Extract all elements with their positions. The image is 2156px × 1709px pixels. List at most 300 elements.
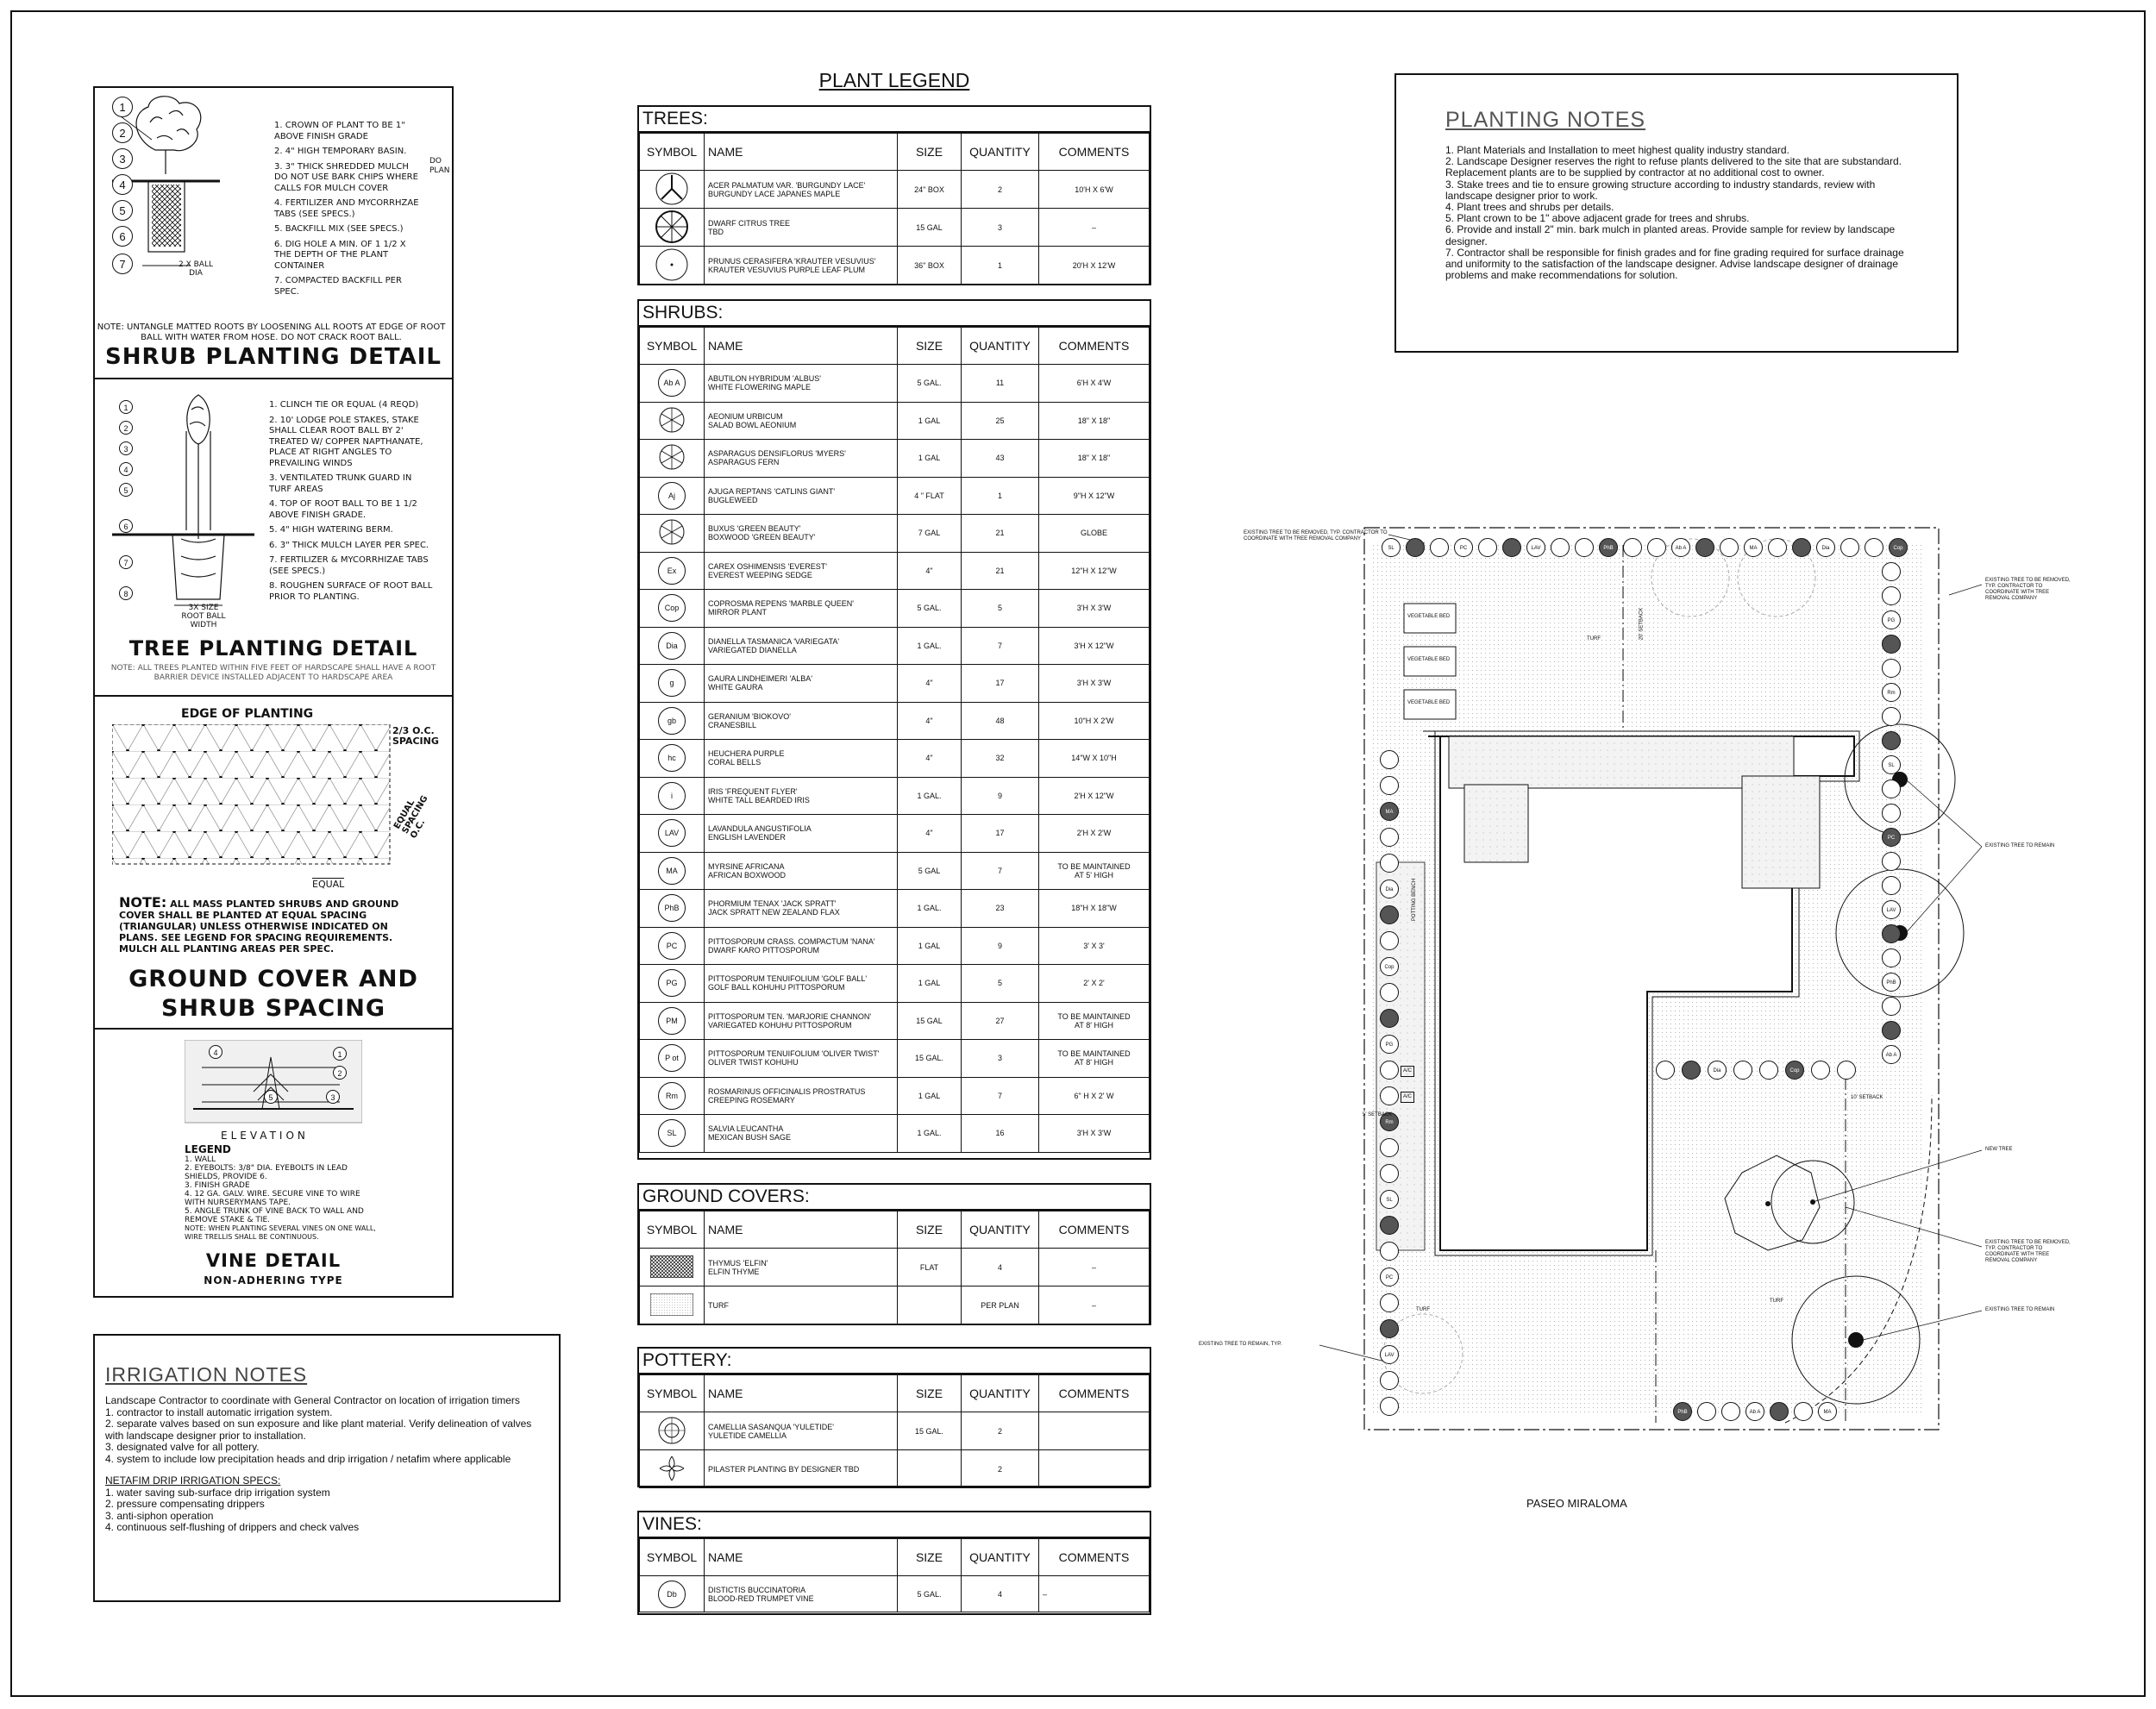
size-cell: 1 GAL <box>898 440 962 478</box>
col-size: SIZE <box>898 1211 962 1249</box>
col-comments: COMMENTS <box>1039 328 1150 365</box>
plan-shrub-symbol <box>1380 931 1399 950</box>
name-line2: ASPARAGUS FERN <box>708 458 780 467</box>
qty-cell: 1 <box>962 247 1039 285</box>
size-cell <box>898 1286 962 1324</box>
tree-detail-title: TREE PLANTING DETAIL <box>128 636 418 660</box>
name-cell <box>705 740 898 778</box>
plan-shrub-symbol <box>1882 852 1901 871</box>
planting-note: 2. Landscape Designer reserves the right to refuse plants delivered to the site that are substandard. Replacement plants are to be supplied by contractor at no additional cost to owner. <box>1445 155 1902 179</box>
qty-cell: 27 <box>962 1002 1039 1040</box>
name-line2: BLOOD-RED TRUMPET VINE <box>708 1593 814 1603</box>
comments-line1: TO BE MAINTAINED <box>1057 1049 1131 1059</box>
table-row <box>640 777 1150 815</box>
col-symbol: SYMBOL <box>640 1211 705 1249</box>
callout-number: 3 <box>112 148 133 169</box>
symbol-cell <box>640 515 705 553</box>
qty-cell: 2 <box>962 171 1039 209</box>
name-cell <box>705 890 898 928</box>
name-cell <box>705 552 898 590</box>
callout-number: 8 <box>119 586 133 600</box>
plan-shrub-symbol <box>1478 538 1497 557</box>
plan-shrub-symbol: MA <box>1380 802 1399 821</box>
irrigation-intro: Landscape Contractor to coordinate with General Contractor on location of irrigation timers <box>105 1394 520 1406</box>
plan-shrub-symbol <box>1380 1319 1399 1338</box>
vine-legend-item: 5. ANGLE TRUNK OF VINE BACK TO WALL AND REMOVE STAKE & TIE. <box>185 1207 364 1224</box>
col-quantity: QUANTITY <box>962 134 1039 171</box>
name-cell: PILASTER PLANTING BY DESIGNER TBD <box>705 1450 898 1488</box>
col-size: SIZE <box>898 1375 962 1412</box>
col-name: NAME <box>705 134 898 171</box>
name-line2: JACK SPRATT NEW ZEALAND FLAX <box>708 908 840 917</box>
table-row <box>640 965 1150 1003</box>
vine-detail-title: VINE DETAIL <box>205 1250 342 1271</box>
size-cell: 1 GAL. <box>898 890 962 928</box>
shrub-note: 7. COMPACTED BACKFILL PER SPEC. <box>274 276 402 297</box>
netafim-item: 2. pressure compensating drippers <box>105 1498 265 1510</box>
table-row <box>640 590 1150 628</box>
name-line1: PHORMIUM TENAX 'JACK SPRATT' <box>708 899 837 909</box>
irrigation-body <box>105 1395 548 1534</box>
note-head: NOTE: <box>119 894 167 911</box>
name-line2: VARIEGATED KOHUHU PITTOSPORUM <box>708 1020 852 1030</box>
name-line1: PRUNUS CERASIFERA 'KRAUTER VESUVIUS' <box>708 256 876 266</box>
label-veg-bed-1: VEGETABLE BED <box>1407 614 1451 619</box>
name-line1: ASPARAGUS DENSIFLORUS 'MYERS' <box>708 449 846 459</box>
qty-cell: 7 <box>962 852 1039 890</box>
table-header <box>640 328 1150 365</box>
callout-number: 5 <box>264 1090 278 1104</box>
name-line1: AJUGA REPTANS 'CATLINS GIANT' <box>708 486 836 496</box>
name-cell <box>705 1115 898 1153</box>
site-plan <box>1190 491 2104 1526</box>
label-turf-left: TURF <box>1416 1307 1430 1312</box>
comments-cell: 2' X 2' <box>1039 965 1150 1003</box>
size-cell: 1 GAL. <box>898 627 962 665</box>
table-row <box>640 552 1150 590</box>
col-quantity: QUANTITY <box>962 328 1039 365</box>
comments-cell: 6" H X 2' W <box>1039 1077 1150 1115</box>
size-cell: 4" <box>898 740 962 778</box>
plan-shrub-symbol <box>1406 538 1425 557</box>
plan-shrub-symbol <box>1882 948 1901 967</box>
qty-cell: 5 <box>962 590 1039 628</box>
comments-cell: 10'H X 6'W <box>1039 171 1150 209</box>
vine-legend-item: 3. FINISH GRADE <box>185 1181 250 1190</box>
name-line1: ACER PALMATUM VAR. 'BURGUNDY LACE' <box>708 180 866 190</box>
name-line1: CAREX OSHIMENSIS 'EVEREST' <box>708 561 827 571</box>
shrub-dim-label: 2 X BALL DIA <box>179 260 213 278</box>
comments-cell: 3' X 3' <box>1039 927 1150 965</box>
qty-cell: 2 <box>962 1412 1039 1450</box>
name-line1: DWARF CITRUS TREE <box>708 218 791 228</box>
name-cell <box>705 365 898 403</box>
name-line1: IRIS 'FREQUENT FLYER' <box>708 786 798 796</box>
qty-cell: 4 <box>962 1576 1039 1612</box>
callout-number: 6 <box>119 519 133 533</box>
name-cell <box>705 965 898 1003</box>
name-line2: EVEREST WEEPING SEDGE <box>708 570 812 579</box>
netafim-item: 1. water saving sub-surface drip irrigation system <box>105 1486 330 1499</box>
plan-shrub-symbol <box>1840 538 1859 557</box>
size-cell: 15 GAL. <box>898 1412 962 1450</box>
col-symbol: SYMBOL <box>640 134 705 171</box>
plant-symbol: PhB <box>658 894 686 922</box>
plan-shrub-symbol: PG <box>1882 610 1901 629</box>
comments-cell: 3'H X 3'W <box>1039 1115 1150 1153</box>
plant-symbol-icon <box>658 443 686 471</box>
name-cell <box>705 515 898 553</box>
table-row <box>640 1249 1150 1286</box>
name-line1: DISTICTIS BUCCINATORIA <box>708 1585 806 1594</box>
symbol-cell <box>640 171 705 209</box>
shrub-side-note: DO PLAN <box>429 157 450 175</box>
name-line2: BOXWOOD 'GREEN BEAUTY' <box>708 533 816 542</box>
plan-shrub-symbol <box>1882 635 1901 654</box>
netafim-item: 4. continuous self-flushing of drippers and check valves <box>105 1521 360 1533</box>
label-tree-removed-top: EXISTING TREE TO BE REMOVED, TYP. CONTRACTOR TO COORDINATE WITH TREE REMOVAL COMPANY <box>1244 530 1388 541</box>
vine-legend-title: LEGEND <box>185 1143 231 1155</box>
planting-note: 5. Plant crown to be 1" above adjacent grade for trees and shrubs. <box>1445 212 1750 225</box>
table-header <box>640 1539 1150 1576</box>
comments-line2: AT 8' HIGH <box>1075 1020 1113 1030</box>
plan-shrub-symbol <box>1647 538 1666 557</box>
plan-shrub-symbol: LAV <box>1380 1345 1399 1364</box>
pottery-label: POTTERY: <box>639 1349 1150 1374</box>
plan-shrub-symbol <box>1811 1061 1830 1080</box>
symbol-cell <box>640 247 705 285</box>
name-line2: YULETIDE CAMELLIA <box>708 1430 787 1440</box>
comments-cell: 10"H X 2'W <box>1039 702 1150 740</box>
plan-shrub-symbol <box>1551 538 1570 557</box>
plan-shrub-symbol <box>1770 1402 1789 1421</box>
equal-spacing-label: EQUAL SPACING O.C. <box>392 794 430 841</box>
col-quantity: QUANTITY <box>962 1539 1039 1576</box>
table-row <box>640 627 1150 665</box>
planting-note: 3. Stake trees and tie to ensure growing structure according to industry standards, review with landscape designer prior to work. <box>1445 178 1876 202</box>
plan-shrub-symbol <box>1430 538 1449 557</box>
comments-cell: – <box>1039 1286 1150 1324</box>
plan-shrub-symbol: Cop <box>1785 1061 1804 1080</box>
symbol-cell <box>640 1450 705 1488</box>
plan-shrub-symbol <box>1759 1061 1778 1080</box>
plan-shrub-symbol: Cop <box>1380 957 1399 976</box>
pottery-grid <box>639 1374 1150 1488</box>
label-tree-remain-typ: EXISTING TREE TO REMAIN, TYP. <box>1199 1342 1282 1347</box>
size-cell: 1 GAL. <box>898 1115 962 1153</box>
name-line2: BUGLEWEED <box>708 495 758 504</box>
plant-symbol: SL <box>658 1119 686 1147</box>
plant-symbol: LAV <box>658 819 686 847</box>
shrub-note: 1. CROWN OF PLANT TO BE 1" ABOVE FINISH GRADE <box>274 121 405 141</box>
col-comments: COMMENTS <box>1039 1539 1150 1576</box>
label-setback-20: 20' SETBACK <box>1639 607 1645 641</box>
vine-legend-list <box>185 1155 383 1224</box>
plan-shrub-symbol <box>1882 586 1901 605</box>
irrigation-item: 1. contractor to install automatic irrigation system. <box>105 1405 333 1418</box>
symbol-cell <box>640 627 705 665</box>
tree-detail-note: NOTE: ALL TREES PLANTED WITHIN FIVE FEET OF HARDSCAPE SHALL HAVE A ROOT BARRIER DEVICE INSTALLED ADJACENT TO HARDSCAPE AREA <box>110 664 436 682</box>
size-cell: 15 GAL <box>898 1002 962 1040</box>
label-turf-top: TURF <box>1587 636 1601 642</box>
size-cell <box>898 1450 962 1488</box>
plan-shrub-symbol <box>1380 828 1399 847</box>
table-row <box>640 1286 1150 1324</box>
plan-shrub-symbol <box>1380 1242 1399 1261</box>
thyme-symbol-cell <box>640 1249 705 1286</box>
table-row <box>640 1077 1150 1115</box>
vine-detail-subtitle: NON-ADHERING TYPE <box>204 1274 343 1286</box>
name-line1: THYMUS 'ELFIN' <box>708 1258 768 1268</box>
name-line1: DIANELLA TASMANICA 'VARIEGATA' <box>708 636 840 646</box>
comments-cell: 20'H X 12'W <box>1039 247 1150 285</box>
planting-note: 6. Provide and install 2" min. bark mulch in planted areas. Provide sample for review by landscape designer. <box>1445 223 1896 247</box>
planting-note: 4. Plant trees and shrubs per details. <box>1445 201 1614 214</box>
name-line1: PITTOSPORUM TENUIFOLIUM 'GOLF BALL' <box>708 974 868 984</box>
plan-shrub-symbol <box>1882 997 1901 1016</box>
callout-number: 2 <box>112 122 133 143</box>
size-cell: FLAT <box>898 1249 962 1286</box>
symbol-cell <box>640 927 705 965</box>
label-tree-remain-2: EXISTING TREE TO REMAIN <box>1985 1307 2055 1312</box>
trees-label: TREES: <box>639 107 1150 133</box>
size-cell: 1 GAL <box>898 402 962 440</box>
symbol-cell <box>640 1576 705 1612</box>
symbol-cell <box>640 590 705 628</box>
symbol-cell <box>640 777 705 815</box>
size-cell: 1 GAL <box>898 927 962 965</box>
planting-notes-list <box>1445 145 1914 281</box>
irrigation-item: 3. designated valve for all pottery. <box>105 1441 260 1453</box>
comments-cell: 9"H X 12"W <box>1039 477 1150 515</box>
tree-note: 8. ROUGHEN SURFACE OF ROOT BALL PRIOR TO PLANTING. <box>269 581 433 602</box>
plan-shrub-symbol <box>1882 779 1901 798</box>
name-line1: ROSMARINUS OFFICINALIS PROSTRATUS <box>708 1086 866 1096</box>
qty-cell: 17 <box>962 815 1039 853</box>
qty-cell: 21 <box>962 515 1039 553</box>
name-cell <box>705 627 898 665</box>
col-quantity: QUANTITY <box>962 1211 1039 1249</box>
plan-shrub-symbol: MA <box>1818 1402 1837 1421</box>
comments-cell: – <box>1039 209 1150 247</box>
vines-grid <box>639 1538 1150 1612</box>
col-size: SIZE <box>898 328 962 365</box>
col-symbol: SYMBOL <box>640 328 705 365</box>
irrigation-notes <box>93 1334 561 1602</box>
name-line1: AEONIUM URBICUM <box>708 411 783 421</box>
planting-notes-title: PLANTING NOTES <box>1445 108 1646 132</box>
ground-cover-detail <box>95 697 452 1030</box>
name-cell <box>705 1576 898 1612</box>
plant-symbol: PM <box>658 1007 686 1035</box>
name-line2: TBD <box>708 227 724 236</box>
plan-shrub-symbol <box>1882 659 1901 678</box>
size-cell: 4 " FLAT <box>898 477 962 515</box>
col-size: SIZE <box>898 134 962 171</box>
plum-symbol-icon <box>655 247 689 282</box>
shrubs-label: SHRUBS: <box>639 301 1150 327</box>
plan-shrub-symbol <box>1380 1164 1399 1183</box>
plan-shrub-symbol <box>1502 538 1521 557</box>
shrub-note: 2. 4" HIGH TEMPORARY BASIN. <box>274 147 407 156</box>
qty-cell: 2 <box>962 1450 1039 1488</box>
table-row <box>640 890 1150 928</box>
table-row <box>640 247 1150 285</box>
pilaster-symbol-icon <box>657 1454 686 1483</box>
label-tree-remain-1: EXISTING TREE TO REMAIN <box>1985 843 2055 848</box>
label-ac-1: A/C <box>1401 1066 1414 1077</box>
callout-number: 4 <box>119 462 133 476</box>
netafim-item: 3. anti-siphon operation <box>105 1509 214 1522</box>
turf-swatch <box>650 1293 693 1316</box>
planting-notes <box>1395 73 1959 353</box>
plan-shrub-symbol: Dia <box>1380 880 1399 898</box>
size-cell: 1 GAL. <box>898 777 962 815</box>
callout-number: 7 <box>119 555 133 569</box>
size-cell: 4" <box>898 552 962 590</box>
plan-shrub-symbol: Rm <box>1882 683 1901 702</box>
size-cell: 7 GAL <box>898 515 962 553</box>
plant-symbol: Aj <box>658 482 686 510</box>
callout-number: 5 <box>112 200 133 221</box>
tree-note: 3. VENTILATED TRUNK GUARD IN TURF AREAS <box>269 473 412 494</box>
comments-cell <box>1039 852 1150 890</box>
comments-cell <box>1039 1412 1150 1450</box>
name-line2: DWARF KARO PITTOSPORUM <box>708 945 820 955</box>
callout-number: 2 <box>119 421 133 435</box>
size-cell: 5 GAL. <box>898 365 962 403</box>
plan-shrub-symbol <box>1733 1061 1752 1080</box>
name-line1: PITTOSPORUM TEN. 'MARJORIE CHANNON' <box>708 1011 872 1021</box>
vines-label: VINES: <box>639 1512 1150 1538</box>
tree-note: 1. CLINCH TIE OR EQUAL (4 REQD) <box>269 400 419 410</box>
plant-symbol: i <box>658 782 686 810</box>
name-cell <box>705 209 898 247</box>
site-plan-drawing <box>1190 491 2104 1526</box>
qty-cell: 1 <box>962 477 1039 515</box>
qty-cell: 17 <box>962 665 1039 703</box>
name-line2: OLIVER TWIST KOHUHU <box>708 1058 799 1067</box>
plan-shrub-symbol: SL <box>1882 755 1901 774</box>
plan-shrub-symbol: PC <box>1380 1268 1399 1286</box>
plan-shrub-symbol <box>1882 876 1901 895</box>
triangular-spacing-grid <box>112 724 397 871</box>
name-line2: VARIEGATED DIANELLA <box>708 645 797 654</box>
comments-cell <box>1039 1450 1150 1488</box>
plan-shrub-symbol <box>1794 1402 1813 1421</box>
label-veg-bed-2: VEGETABLE BED <box>1407 657 1451 662</box>
plan-shrub-symbol <box>1865 538 1883 557</box>
plant-symbol: PC <box>658 932 686 960</box>
name-line2: ELFIN THYME <box>708 1267 760 1276</box>
table-row <box>640 740 1150 778</box>
name-line2: SALAD BOWL AEONIUM <box>708 420 797 429</box>
camellia-symbol-icon <box>657 1416 686 1445</box>
plan-shrub-symbol <box>1882 924 1901 943</box>
name-line2: CRANESBILL <box>708 720 757 729</box>
size-cell: 15 GAL <box>898 209 962 247</box>
plant-symbol: P ot <box>658 1044 686 1072</box>
table-row <box>640 1115 1150 1153</box>
comments-cell <box>1039 1002 1150 1040</box>
col-symbol: SYMBOL <box>640 1539 705 1576</box>
name-cell <box>705 702 898 740</box>
name-cell: TURF <box>705 1286 898 1324</box>
plan-shrub-symbol <box>1380 1086 1399 1105</box>
citrus-symbol-icon <box>655 210 689 244</box>
comments-cell: 12"H X 12"W <box>1039 552 1150 590</box>
comments-cell: GLOBE <box>1039 515 1150 553</box>
name-line2: KRAUTER VESUVIUS PURPLE LEAF PLUM <box>708 265 866 274</box>
thyme-hatch-swatch <box>650 1255 693 1278</box>
plan-shrub-symbol: Cop <box>1889 538 1908 557</box>
table-row <box>640 402 1150 440</box>
plan-shrub-symbol: PhB <box>1599 538 1618 557</box>
tree-note: 2. 10' LODGE POLE STAKES, STAKE SHALL CLEAR ROOT BALL BY 2' TREATED W/ COPPER NAPTHANATE, PLACE AT RIGHT ANGLES TO PREVAILING WINDS <box>269 415 423 468</box>
name-line1: BUXUS 'GREEN BEAUTY' <box>708 524 801 534</box>
col-name: NAME <box>705 1375 898 1412</box>
plan-shrub-symbol <box>1380 854 1399 873</box>
plant-symbol: Rm <box>658 1082 686 1110</box>
callout-number: 3 <box>326 1090 340 1104</box>
shrub-detail-notes <box>274 121 421 302</box>
name-line2: ENGLISH LAVENDER <box>708 833 786 842</box>
label-new-tree: NEW TREE <box>1985 1147 2013 1152</box>
tree-dim-label: 3X SIZE ROOT BALL WIDTH <box>181 604 226 629</box>
shrub-note: 3. 3" THICK SHREDDED MULCH DO NOT USE BARK CHIPS WHERE CALLS FOR MULCH COVER <box>274 161 418 193</box>
name-line1: SALVIA LEUCANTHA <box>708 1124 784 1134</box>
qty-cell: 9 <box>962 777 1039 815</box>
plan-shrub-symbol <box>1380 776 1399 795</box>
qty-cell: 32 <box>962 740 1039 778</box>
comments-cell: 2'H X 2'W <box>1039 815 1150 853</box>
comments-line1: TO BE MAINTAINED <box>1057 861 1131 871</box>
comments-cell: – <box>1039 1576 1150 1612</box>
callout-number: 6 <box>112 226 133 247</box>
qty-cell: 16 <box>962 1115 1039 1153</box>
name-line2: GOLF BALL KOHUHU PITTOSPORUM <box>708 983 845 992</box>
name-line1: GERANIUM 'BIOKOVO' <box>708 711 791 721</box>
size-cell: 4" <box>898 665 962 703</box>
plan-shrub-symbol: SL <box>1380 1190 1399 1209</box>
comments-cell: 3'H X 3'W <box>1039 665 1150 703</box>
label-turf-bottom: TURF <box>1770 1299 1783 1304</box>
symbol-cell <box>640 1412 705 1450</box>
plan-shrub-symbol <box>1380 983 1399 1002</box>
comments-cell: 18" X 18" <box>1039 440 1150 478</box>
name-cell <box>705 1077 898 1115</box>
name-cell <box>705 1249 898 1286</box>
plan-shrub-symbol: Rm <box>1380 1112 1399 1131</box>
qty-cell: 21 <box>962 552 1039 590</box>
symbol-cell <box>640 702 705 740</box>
plant-symbol-icon <box>658 406 686 434</box>
qty-cell: 9 <box>962 927 1039 965</box>
callout-number: 1 <box>333 1047 347 1061</box>
ground-cover-note <box>119 894 412 955</box>
comments-cell: 3'H X 12"W <box>1039 627 1150 665</box>
name-cell <box>705 777 898 815</box>
plan-shrub-symbol <box>1720 538 1739 557</box>
col-symbol: SYMBOL <box>640 1375 705 1412</box>
symbol-cell <box>640 890 705 928</box>
comments-cell <box>1039 1040 1150 1078</box>
irrigation-item: 2. separate valves based on sun exposure and like plant material. Verify delineation of valves with landscape designer prior to installation. <box>105 1418 532 1442</box>
name-line2: MIRROR PLANT <box>708 608 768 617</box>
size-cell: 1 GAL <box>898 965 962 1003</box>
symbol-cell <box>640 1115 705 1153</box>
plan-shrub-symbol: PG <box>1380 1035 1399 1054</box>
